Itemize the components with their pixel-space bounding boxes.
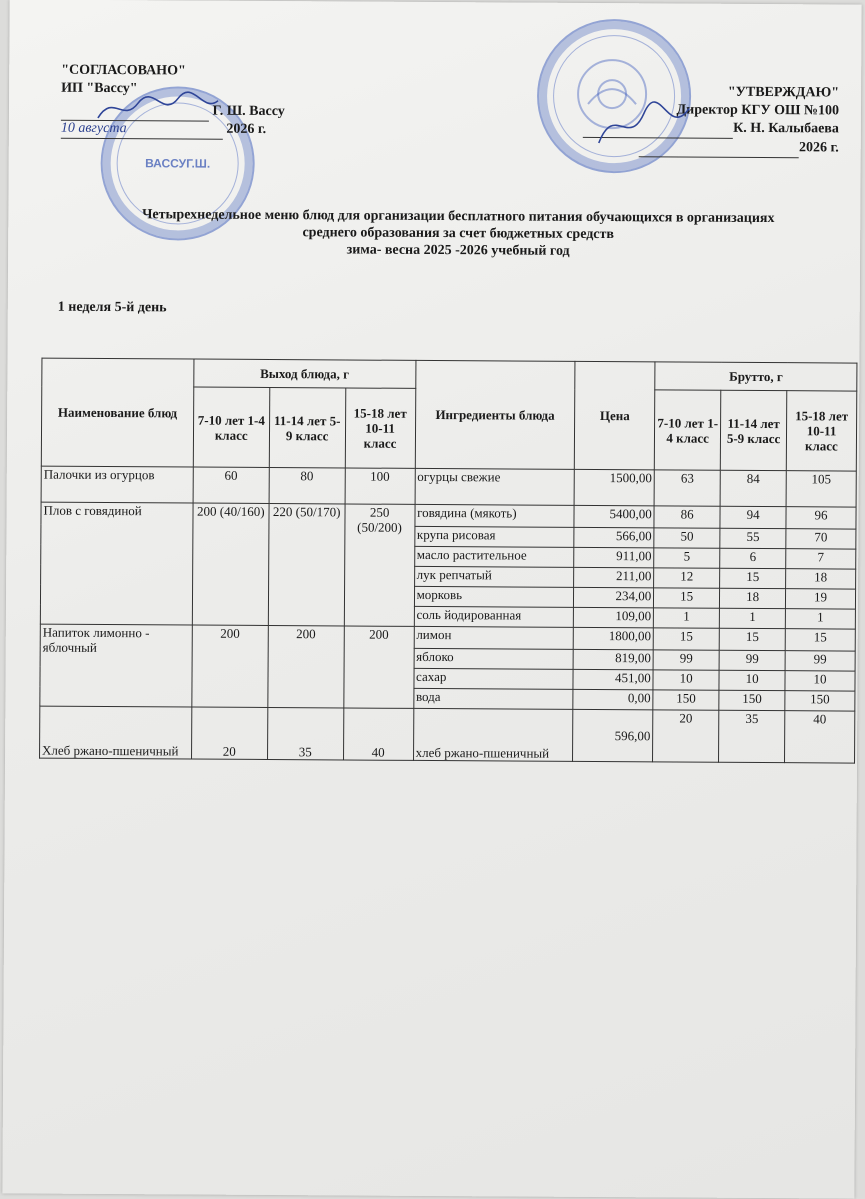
brutto-value: 15	[653, 628, 719, 650]
header-brutto: Брутто, г	[655, 362, 857, 391]
brutto-value: 55	[720, 528, 786, 548]
ingredient-price: 0,00	[573, 689, 653, 709]
brutto-value: 10	[785, 671, 855, 691]
brutto-value: 84	[720, 470, 786, 506]
menu-table	[39, 358, 857, 764]
document-title-line1: Четырехнедельное меню блюд для организации бесплатного питания обучающихся в организациях	[142, 207, 775, 227]
ingredient-price: 1500,00	[574, 469, 654, 505]
brutto-value: 150	[719, 690, 785, 710]
brutto-value: 10	[653, 670, 719, 690]
brutto-value: 99	[653, 650, 719, 670]
approved-position: Директор КГУ ОШ №100	[676, 102, 840, 119]
header-ingredients: Ингредиенты блюда	[415, 360, 575, 469]
dish-output: 200	[268, 625, 344, 707]
brutto-value: 1	[785, 609, 855, 629]
dish-output: 100	[345, 468, 415, 504]
ingredient-name: яблоко	[414, 648, 574, 669]
brutto-value: 15	[785, 629, 855, 651]
table-row	[41, 502, 856, 529]
header-output-age-7-10: 7-10 лет 1-4 класс	[193, 387, 269, 467]
brutto-value: 1	[654, 608, 720, 628]
agreed-date-signature: 10 августа	[61, 120, 223, 140]
table-row	[41, 466, 856, 507]
ingredient-price: 596,00	[573, 709, 653, 761]
header-brutto-age-15-18: 15-18 лет 10-11 класс	[786, 391, 856, 471]
signature-left	[93, 88, 223, 129]
day-label: 1 неделя 5-й день	[57, 299, 167, 316]
brutto-value: 10	[719, 670, 785, 690]
ingredient-price: 451,00	[573, 669, 653, 689]
dish-output: 250 (50/200)	[344, 504, 415, 626]
dish-output: 60	[193, 467, 269, 503]
ingredient-price: 211,00	[574, 567, 654, 587]
header-output-age-11-14: 11-14 лет 5-9 класс	[269, 388, 345, 468]
ingredient-name: морковь	[414, 586, 574, 607]
brutto-value: 40	[785, 711, 855, 763]
document-title-line2: среднего образования за счет бюджетных средств	[302, 225, 615, 243]
header-brutto-age-11-14: 11-14 лет 5-9 класс	[720, 390, 786, 470]
brutto-value: 50	[654, 528, 720, 548]
brutto-value: 6	[720, 548, 786, 568]
document-title-line3: зима- весна 2025 -2026 учебный год	[346, 242, 570, 259]
ingredient-name: соль йодированная	[414, 606, 574, 627]
stamp-left-text: ВАССУГ.Ш.	[145, 156, 211, 171]
brutto-value: 94	[720, 506, 786, 528]
brutto-value: 99	[719, 650, 785, 670]
header-price: Цена	[575, 361, 656, 469]
ingredient-price: 109,00	[574, 607, 654, 627]
header-output-age-15-18: 15-18 лет 10-11 класс	[345, 388, 415, 468]
dish-output: 200 (40/160)	[192, 503, 269, 625]
dish-name: Хлеб ржано-пшеничный	[40, 706, 192, 759]
header-output: Выход блюда, г	[194, 359, 416, 388]
brutto-value: 7	[786, 549, 856, 569]
brutto-value: 15	[720, 568, 786, 588]
header-brutto-age-7-10: 7-10 лет 1-4 класс	[655, 390, 721, 470]
ingredient-name: масло растительное	[414, 546, 574, 567]
brutto-value: 20	[653, 710, 719, 762]
table-row	[40, 624, 855, 651]
ingredient-name: крупа рисовая	[414, 526, 574, 547]
brutto-value: 105	[786, 471, 856, 507]
dish-output: 200	[192, 625, 268, 707]
brutto-value: 150	[785, 691, 855, 711]
brutto-value: 12	[654, 568, 720, 588]
brutto-value: 63	[654, 470, 720, 506]
dish-output: 20	[191, 707, 267, 759]
approved-year: 2026 г.	[798, 140, 839, 156]
ingredient-price: 566,00	[574, 527, 654, 547]
brutto-value: 70	[786, 529, 856, 549]
dish-output: 35	[267, 707, 343, 759]
approved-label: "УТВЕРЖДАЮ"	[727, 84, 840, 101]
ingredient-price: 911,00	[574, 547, 654, 567]
header-dish: Наименование блюд	[41, 358, 193, 467]
ingredient-name: говядина (мякоть)	[415, 504, 575, 527]
ingredient-price: 819,00	[573, 649, 653, 669]
brutto-value: 86	[654, 506, 720, 528]
ingredient-name: сахар	[414, 668, 574, 689]
agreed-label: "СОГЛАСОВАНО"	[61, 62, 186, 79]
agreed-person: Г. Ш. Вассу	[212, 103, 285, 120]
dish-name: Плов с говядиной	[40, 502, 193, 625]
agreed-org: ИП "Вассу"	[61, 80, 138, 97]
agreed-year: 2026 г.	[226, 121, 267, 137]
approved-person: К. Н. Калыбаева	[733, 120, 839, 137]
brutto-value: 15	[654, 588, 720, 608]
dish-name: Палочки из огурцов	[41, 466, 193, 503]
brutto-value: 35	[719, 710, 785, 762]
brutto-value: 18	[720, 588, 786, 608]
ingredient-name: лук репчатый	[414, 566, 574, 587]
dish-output: 80	[269, 468, 345, 504]
ingredient-name: огурцы свежие	[415, 468, 575, 505]
brutto-value: 1	[719, 608, 785, 628]
ingredient-name: вода	[413, 688, 573, 709]
dish-name: Напиток лимонно - яблочный	[40, 624, 192, 707]
dish-output: 200	[343, 626, 413, 708]
signature-right	[589, 93, 699, 154]
dish-output: 220 (50/170)	[268, 504, 345, 626]
ingredient-price: 1800,00	[574, 627, 654, 649]
ingredient-price: 234,00	[574, 587, 654, 607]
brutto-value: 96	[786, 507, 856, 529]
ingredient-price: 5400,00	[574, 505, 654, 527]
menu-table-body	[40, 466, 857, 763]
brutto-value: 15	[719, 628, 785, 650]
brutto-value: 150	[653, 690, 719, 710]
brutto-value: 19	[785, 589, 855, 609]
table-row	[40, 706, 855, 763]
dish-output: 40	[343, 708, 413, 760]
brutto-value: 5	[654, 548, 720, 568]
brutto-value: 99	[785, 651, 855, 671]
ingredient-name: хлеб ржано-пшеничный	[413, 708, 573, 761]
document-page	[2, 0, 861, 1199]
brutto-value: 18	[786, 569, 856, 589]
ingredient-name: лимон	[414, 626, 574, 649]
